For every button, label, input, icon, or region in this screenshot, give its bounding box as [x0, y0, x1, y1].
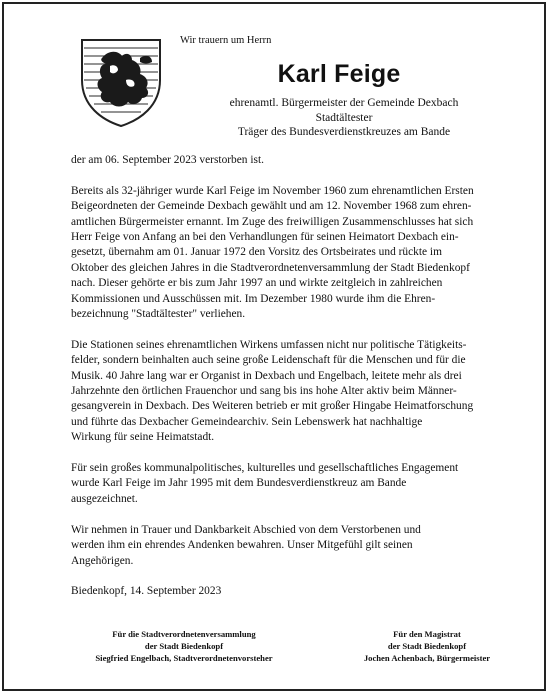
body-paragraph: Bereits als 32-jähriger wurde Karl Feige im November 1960 zum ehrenamtlichen Ersten Beigeordneten der Gemeinde Dexbach gewählt und am 12. November 1968 zum ehren- amtlichen Bürgermeister ernannt. Im Zuge des freiwilligen Zusammenschlusses hat sich Herr Feige von Anfang an bei den Verhandlungen für seinen Heimatort Dexbach ein- gesetzt, übernahm am 01. Januar 1972 den Vorsitz des Ortsbeirates und rückte im Oktober des gleichen Jahres in die Stadtverordnetenversammlung der Stadt Biedenkopf nach. Dieser gehörte er bis zum Jahr 1997 an und wirkte zeitgleich in zahlreichen Kommissionen und Ausschüssen mit. Im Dezember 1980 wurde ihm die Ehren- bezeichnung "Stadtältester" verliehen.	[71, 184, 474, 321]
title-line: Träger des Bundesverdienstkreuzes am Bande	[237, 126, 451, 138]
place-date: Biedenkopf, 14. September 2023	[71, 585, 222, 598]
body-paragraph: Für sein großes kommunalpolitisches, kulturelles und gesellschaftliches Engagement wurde Karl Feige im Jahr 1995 mit dem Bundesverdienstkreuz am Bande ausgezeichnet.	[71, 462, 459, 505]
signature-line: Siegfried Engelbach, Stadtverordnetenvorsteher	[95, 652, 273, 663]
signature-line: Für den Magistrat	[393, 629, 461, 639]
signature-line: Jochen Achenbach, Bürgermeister	[363, 652, 491, 663]
signature-line: Für die Stadtverordnetenversammlung	[112, 629, 256, 639]
title-line: Stadtältester	[315, 111, 373, 124]
signature-line: der Stadt Biedenkopf	[144, 640, 224, 651]
honorary-titles	[174, 96, 514, 140]
obituary-body	[71, 153, 511, 615]
signature-right	[337, 629, 517, 664]
signature-left	[84, 629, 284, 664]
obituary-notice	[2, 2, 546, 691]
body-paragraph: der am 06. September 2023 verstorben ist.	[71, 154, 264, 166]
intro-text: Wir trauern um Herrn	[180, 35, 272, 46]
body-paragraph: Wir nehmen in Trauer und Dankbarkeit Abschied von dem Verstorbenen und werden ihm ein ehrendes Andenken bewahren. Unser Mitgefühl gilt seinen Angehörigen.	[71, 523, 421, 567]
title-line: ehrenamtl. Bürgermeister der Gemeinde Dexbach	[229, 97, 459, 109]
signature-line: der Stadt Biedenkopf	[387, 640, 467, 651]
deceased-name: Karl Feige	[277, 60, 401, 88]
body-paragraph: Die Stationen seines ehrenamtlichen Wirkens umfassen nicht nur politische Tätigkeits- felder, sondern beinhalten auch seine große Leidenschaft für die Menschen und für die Musik. 40 Jahre lang war er Organist in Dexbach und Engelbach, leitete mehr als drei Jahrzehnte den örtlichen Frauenchor und sang bis ins hohe Alter aktiv beim Männer- gesangverein in Dexbach. Des Weiteren betrieb er mit großer Hingabe Heimatforschung und führte das Dexbacher Gemeindearchiv. Sein Lebenswerk hat nachhaltige Wirkung für seine Heimatstadt.	[71, 338, 474, 444]
